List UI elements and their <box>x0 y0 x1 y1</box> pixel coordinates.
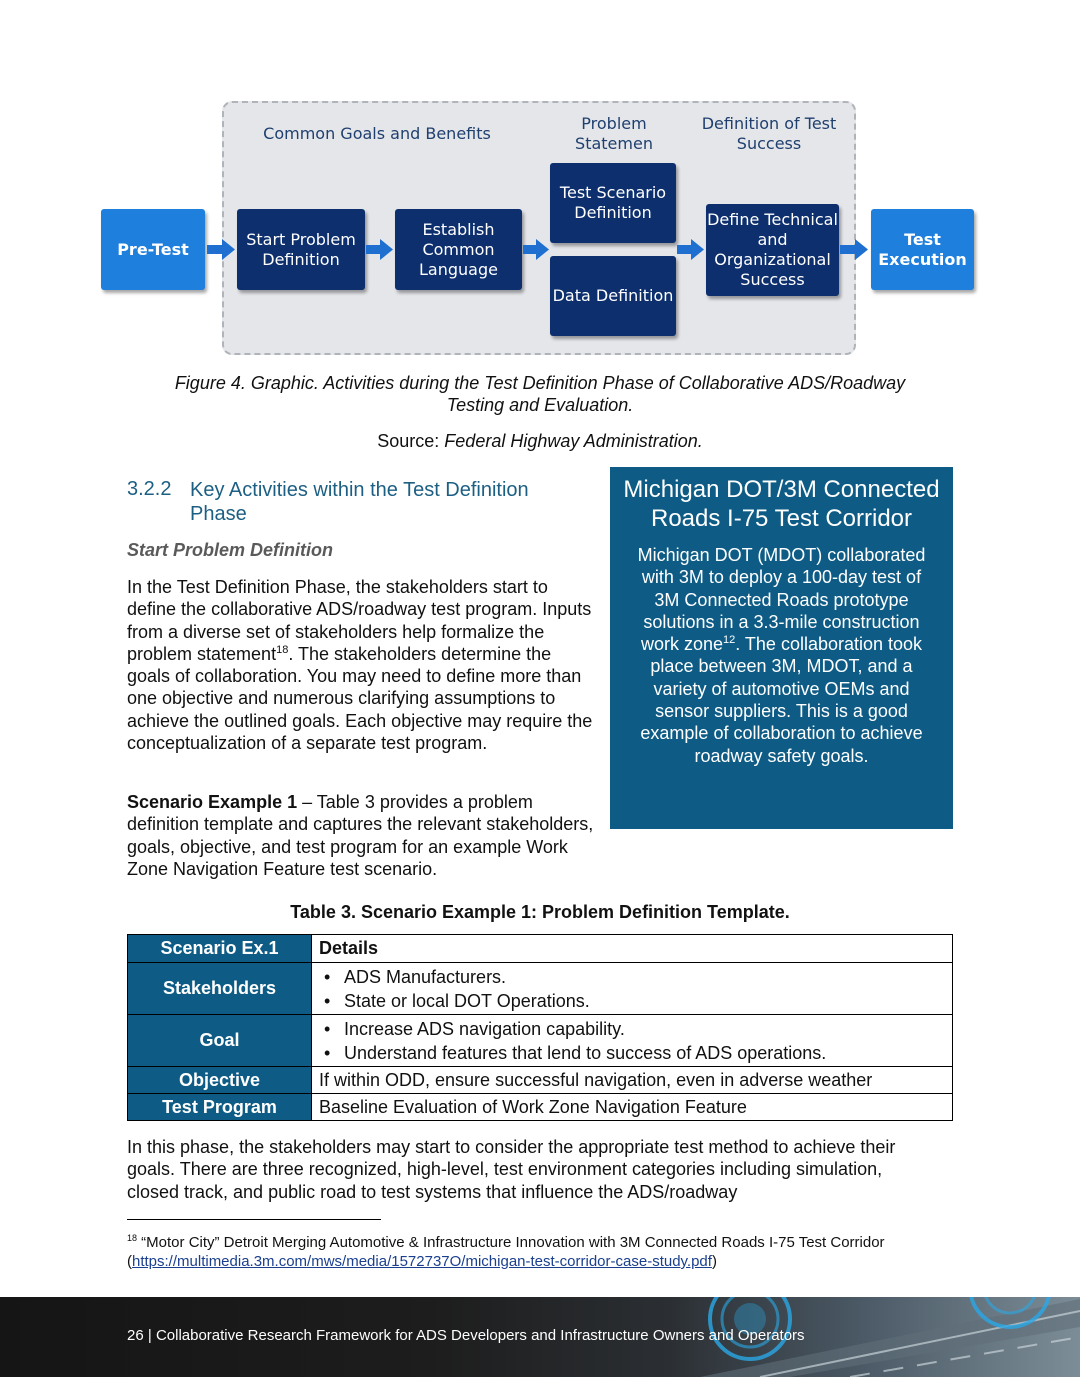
section-number: 3.2.2 <box>127 478 172 500</box>
table-header-cell: Scenario Ex.1 <box>128 935 312 963</box>
case-study-sidebar <box>610 467 953 829</box>
footnote: $^{18}$ “Motor City” Detroit Merging Automotive & Infrastructure Innovation with 3M Connected Roads I-75 Test Corridor (https://multimedia.3m.com/mws/media/1572737O/michigan-test-corridor-case-study.pdf) <box>127 1233 885 1270</box>
table-row <box>128 1015 953 1067</box>
section-title: Key Activities within the Test Definition Phase <box>190 479 529 525</box>
subheading: Start Problem Definition <box>127 540 334 560</box>
list-item: • State or local DOT Operations. <box>344 989 945 1013</box>
paragraph-2: Scenario Example 1 – Table 3 provides a problem definition template and captures the relevant stakeholders, goals, objective, and test program for an example Work Zone Navigation Feature test scenario. <box>127 792 594 879</box>
closing-paragraph: In this phase, the stakeholders may start to consider the appropriate test method to achieve their goals. There are three recognized, high-level, test environment categories including simulation, closed track, and public road to test systems that influence the ADS/roadway <box>127 1137 896 1202</box>
arrow-icon <box>840 239 868 260</box>
table-row <box>128 963 953 1015</box>
sidebar-title: Michigan DOT/3M Connected Roads I-75 Test Corridor <box>623 476 940 532</box>
data-definition-box: Data Definition <box>550 256 676 336</box>
footnote-link[interactable]: https://multimedia.3m.com/mws/media/1572737O/michigan-test-corridor-case-study.pdf <box>132 1253 712 1270</box>
problem-definition-table <box>127 934 953 1121</box>
page-number: 26 <box>127 1327 144 1344</box>
table-row <box>128 1094 953 1121</box>
table-row <box>128 1067 953 1094</box>
arrow-icon <box>207 239 235 260</box>
arrow-icon <box>366 239 393 260</box>
footer-separator: | <box>147 1327 152 1344</box>
figure-source: Source: Federal Highway Administration. <box>377 431 703 451</box>
footer-text <box>127 1327 805 1344</box>
test-execution-box: Test Execution <box>871 209 974 290</box>
test-scenario-box: Test Scenario Definition <box>550 163 676 243</box>
figure-caption: Figure 4. Graphic. Activities during the Test Definition Phase of Collaborative ADS/Roadway Testing and Evaluation. <box>174 373 906 415</box>
list-item: • ADS Manufacturers. <box>344 965 945 989</box>
sidebar-text: Michigan DOT (MDOT) collaborated with 3M to deploy a 100-day test of 3M Connected Roads prototype solutions in a 3.3-mile construction work zone$^{12}$. The collaboration took place between 3M, MDOT, and a variety of automotive OEMs and sensor suppliers. This is a good example of collaboration to achieve roadway safety goals. <box>637 545 926 766</box>
document-title: Collaborative Research Framework for ADS Developers and Infrastructure Owners and Operators <box>155 1327 805 1344</box>
row-label-objective: Objective <box>128 1067 312 1094</box>
paragraph-1: In the Test Definition Phase, the stakeholders start to define the collaborative ADS/roadway test program. Inputs from a diverse set of stakeholders help formalize the problem statement$^{18}$. The stakeholders determine the goals of collaboration. You may need to define more than one objective and numerous clarifying assumptions to achieve the outlined goals. Each objective may require the conceptualization of a separate test program. <box>127 577 593 754</box>
table-header-cell: Details <box>312 935 953 963</box>
arrow-icon <box>677 239 704 260</box>
table-caption: Table 3. Scenario Example 1: Problem Definition Template. <box>290 902 790 922</box>
row-label-stakeholders: Stakeholders <box>128 963 312 1015</box>
row-label-test-program: Test Program <box>128 1094 312 1121</box>
group-label-problem: Problem Statemen <box>575 114 653 153</box>
flow-arrows <box>0 0 1080 400</box>
arrow-icon <box>523 239 549 260</box>
page-footer <box>0 1297 1080 1377</box>
group-label-common-goals: Common Goals and Benefits <box>263 124 491 143</box>
list-item: • Increase ADS navigation capability. <box>344 1017 945 1041</box>
table-cell: Baseline Evaluation of Work Zone Navigation Feature <box>312 1094 953 1121</box>
list-item: • Understand features that lend to success of ADS operations. <box>344 1041 945 1065</box>
establish-language-box: Establish Common Language <box>395 209 522 290</box>
table-cell <box>312 963 953 1015</box>
footnote-divider <box>127 1219 381 1220</box>
row-label-goal: Goal <box>128 1015 312 1067</box>
table-cell: If within ODD, ensure successful navigation, even in adverse weather <box>312 1067 953 1094</box>
table-row <box>128 935 953 963</box>
define-success-box: Define Technical and Organizational Success <box>706 204 839 296</box>
start-problem-box: Start Problem Definition <box>237 209 365 290</box>
pre-test-box: Pre-Test <box>101 209 205 290</box>
table-cell <box>312 1015 953 1067</box>
group-label-definition: Definition of Test Success <box>701 114 837 153</box>
